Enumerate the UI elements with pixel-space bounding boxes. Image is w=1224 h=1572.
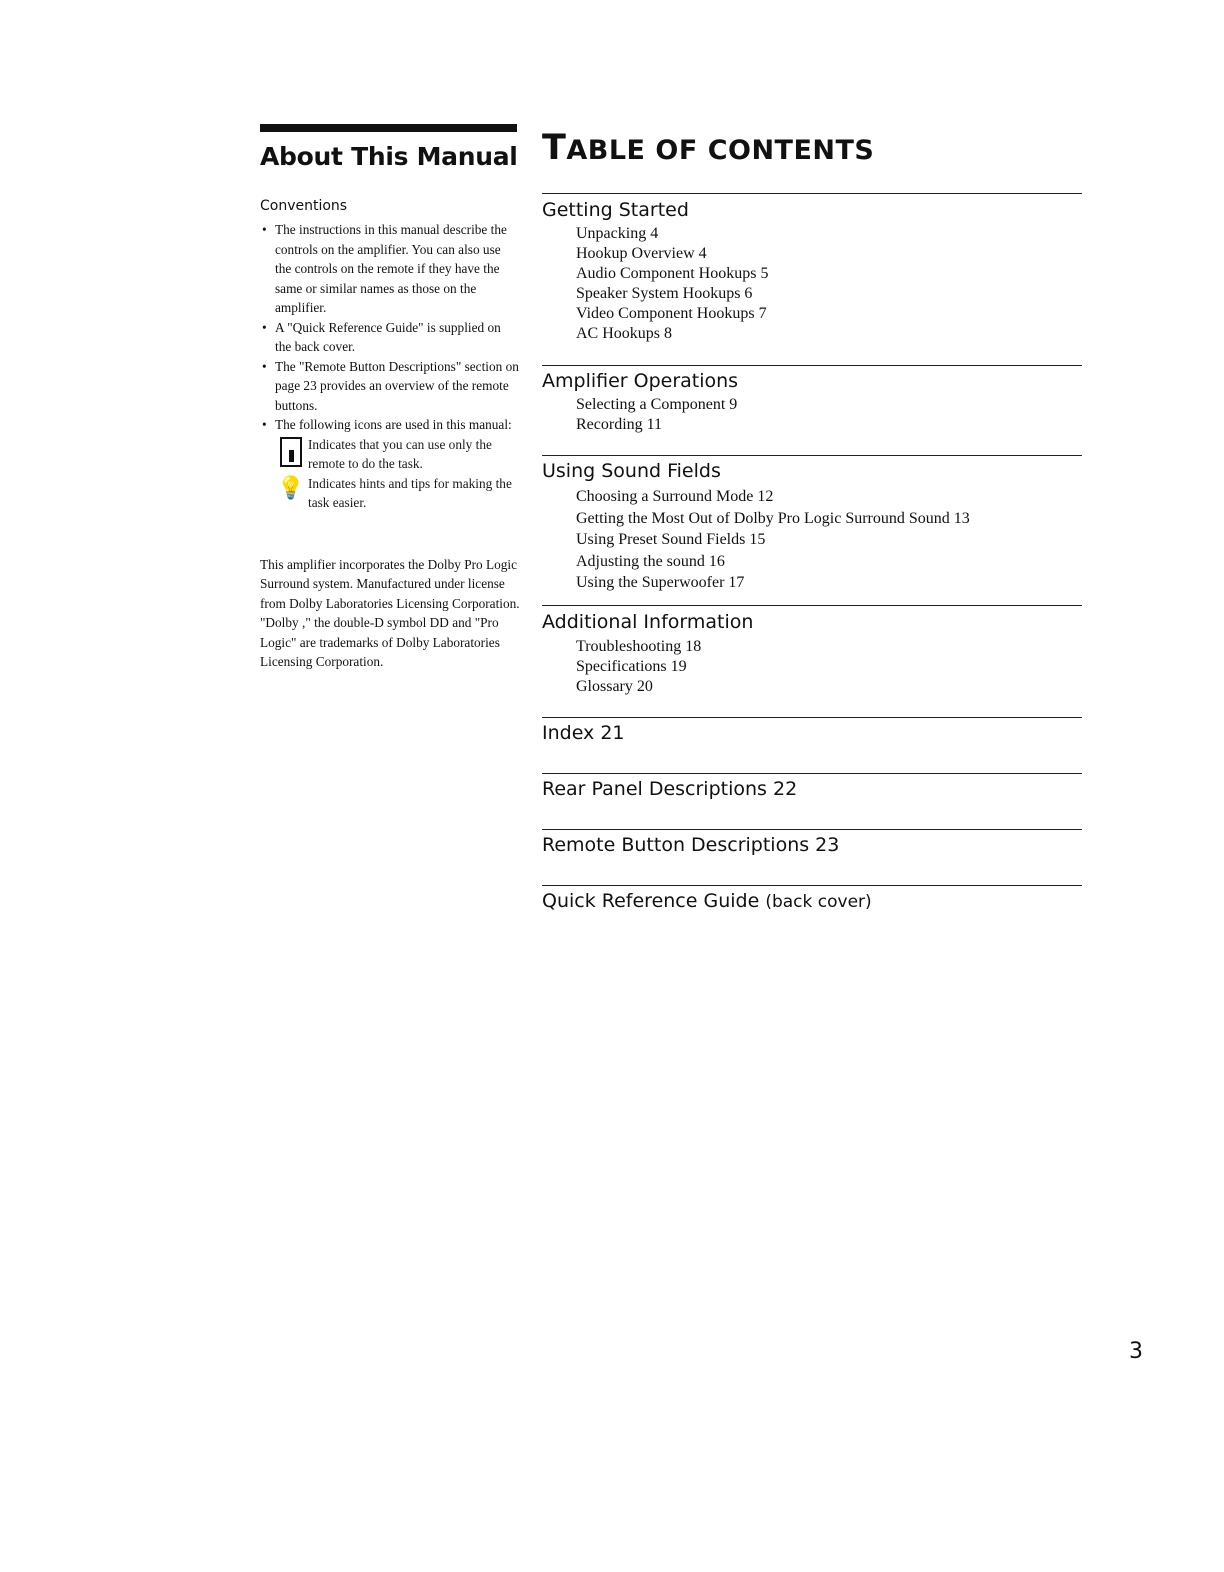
toc-item[interactable]: Audio Component Hookups 5	[576, 265, 769, 282]
toc-item[interactable]: Using the Superwoofer 17	[576, 574, 745, 591]
conventions-heading: Conventions	[260, 198, 348, 214]
toc-section-getting-started	[542, 193, 1082, 344]
toc-item-rear-panel[interactable]: Rear Panel Descriptions 22	[542, 777, 798, 800]
toc-section-index	[542, 717, 1082, 744]
about-column	[260, 124, 520, 672]
remote-icon	[280, 437, 302, 467]
icon-legend-tip	[274, 474, 520, 513]
toc-item[interactable]: Getting the Most Out of Dolby Pro Logic Surround Sound 13	[576, 509, 970, 527]
toc-item[interactable]: Troubleshooting 18	[576, 637, 702, 655]
toc-item[interactable]: Choosing a Surround Mode 12	[576, 488, 774, 505]
toc-column	[542, 124, 1082, 912]
list-item: • The instructions in this manual describe the controls on the amplifier. You can also use the controls on the remote if they have the same or similar names as those on the amplifier.	[260, 220, 520, 318]
toc-item-quick-reference[interactable]: Quick Reference Guide (back cover)	[542, 889, 872, 912]
toc-item-remote-buttons[interactable]: Remote Button Descriptions 23	[542, 833, 840, 856]
toc-item[interactable]: Unpacking 4	[576, 225, 659, 242]
toc-item-index[interactable]: Index 21	[542, 721, 625, 744]
toc-section-quick-reference	[542, 885, 1082, 912]
toc-item[interactable]: Glossary 20	[576, 677, 653, 695]
section-items	[542, 637, 1082, 697]
section-items	[542, 395, 1082, 435]
list-item: • A "Quick Reference Guide" is supplied on the back cover.	[260, 318, 520, 357]
icon-legend-text: Indicates that you can use only the remote to do the task.	[308, 436, 492, 471]
lightbulb-icon: 💡	[277, 474, 305, 500]
toc-item[interactable]: Hookup Overview 4	[576, 245, 707, 262]
toc-item[interactable]: Specifications 19	[576, 657, 687, 675]
toc-item[interactable]: Recording 11	[576, 416, 663, 433]
heading-rule	[260, 124, 517, 132]
toc-section-remote-buttons	[542, 829, 1082, 856]
toc-item[interactable]: Speaker System Hookups 6	[576, 285, 753, 302]
toc-item[interactable]: Video Component Hookups 7	[576, 305, 767, 322]
toc-section-additional-information	[542, 605, 1082, 697]
toc-section-rear-panel	[542, 773, 1082, 800]
icon-legend-text: Indicates hints and tips for making the task easier.	[308, 475, 512, 510]
section-heading: Getting Started	[542, 199, 689, 221]
section-heading: Amplifier Operations	[542, 370, 739, 392]
conventions-list	[260, 220, 520, 435]
toc-item[interactable]: Selecting a Component 9	[576, 396, 738, 413]
section-heading: Using Sound Fields	[542, 460, 721, 482]
section-items	[542, 486, 1082, 594]
dolby-notice: This amplifier incorporates the Dolby Pro Logic Surround system. Manufactured under license from Dolby Laboratories Licensing Corporation. "Dolby ," the double-D symbol DD and "Pro Logic" are trademarks of Dolby Laboratories Licensing Corporation.	[260, 556, 520, 669]
section-heading: Additional Information	[542, 610, 754, 633]
toc-item[interactable]: Adjusting the sound 16	[576, 552, 725, 570]
list-item: • The "Remote Button Descriptions" section on page 23 provides an overview of the remote buttons.	[260, 357, 520, 416]
icon-legend-remote	[274, 435, 520, 474]
page-number: 3	[1129, 1339, 1143, 1364]
section-items	[542, 224, 1082, 344]
toc-section-using-sound-fields	[542, 455, 1082, 594]
list-item: • The following icons are used in this manual:	[260, 415, 520, 435]
toc-item[interactable]: Using Preset Sound Fields 15	[576, 531, 766, 548]
toc-section-amplifier-operations	[542, 365, 1082, 435]
toc-item[interactable]: AC Hookups 8	[576, 325, 673, 342]
toc-title: TABLE OF CONTENTS	[542, 128, 875, 168]
about-title: About This Manual	[260, 142, 518, 171]
